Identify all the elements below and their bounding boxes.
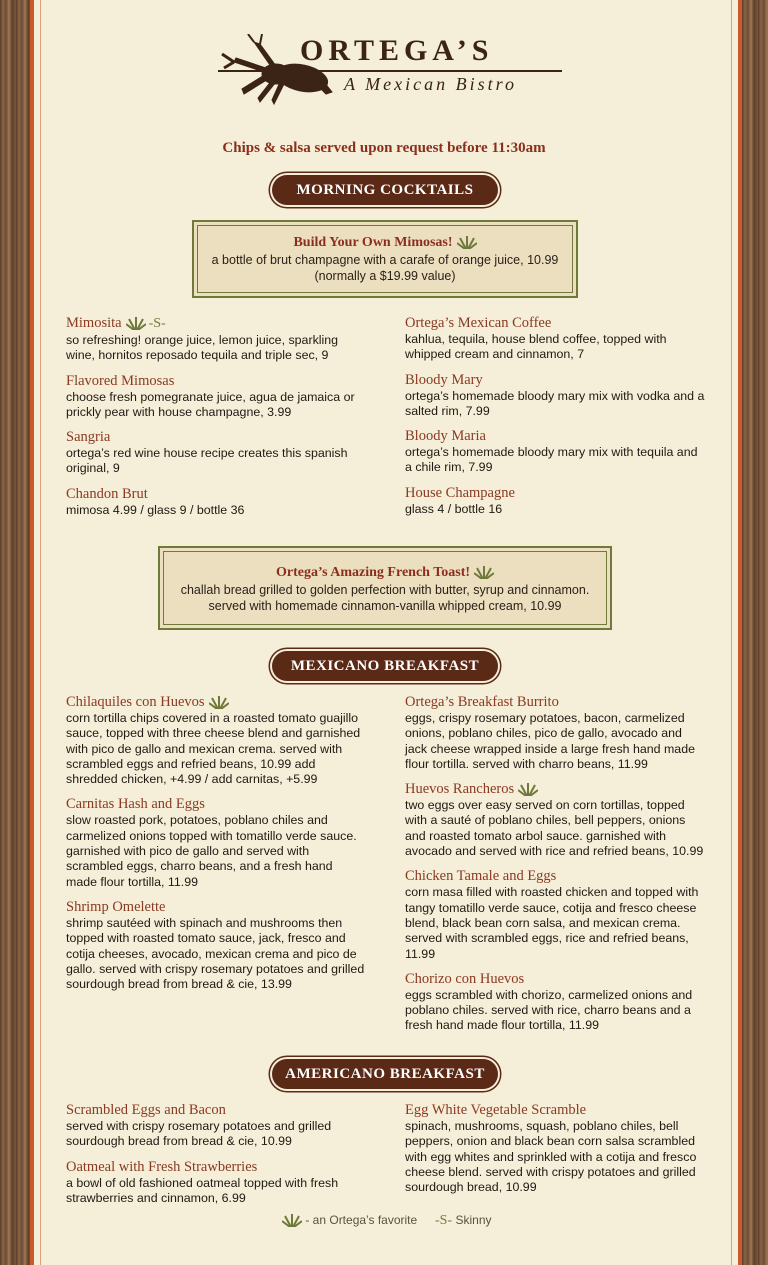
brand-tagline: A Mexican Bistro [344,74,517,94]
item-name: Huevos Rancheros [405,781,515,798]
item-name: Bloody Mary [405,371,483,388]
menu-item [66,1158,366,1207]
item-desc: shrimp sautéed with spinach and mushrooms then topped with roasted tomato sauce, jack, fresco and cotija cheeses, avocado, mexican crema and pico de gallo. served with crispy rosemary potatoes and grilled sourdough bread from bread & cie, 13.99 [66,915,365,992]
item-desc: mimosa 4.99 / glass 9 / bottle 36 [66,502,245,517]
item-desc: corn masa filled with roasted chicken and topped with tangy tomatillo verde sauce, cotija and fresco cheese blend, black bean corn salsa, and mexican crema. served with scrambled eggs, rice and refried beans, 11.99 [405,885,699,961]
item-name: Scrambled Eggs and Bacon [66,1102,226,1118]
item-desc: ortega’s red wine house recipe creates this spanish original, 9 [66,446,348,476]
menu-item [405,484,705,517]
americano-right-column [405,1101,705,1203]
item-desc: ortega’s homemade bloody mary mix with tequila and a chile rim, 7.99 [405,445,698,475]
cocktails-right-column [405,314,705,525]
french-toast-line1: challah bread grilled to golden perfection with butter, syrup and cinnamon. [180,583,590,597]
menu-item [405,314,705,363]
skinny-icon: -S- [148,316,166,331]
section-banner-morning: MORNING COCKTAILS [272,175,498,205]
americano-left-column [66,1101,366,1214]
menu-item [405,371,705,420]
item-desc: corn tortilla chips covered in a roasted tomato guajillo sauce, topped with three cheese blend and garnished with pico de gallo and mexican crema. served with scrambled eggs and refried beans, 10.99 add shredded chicken, +4.99 / add carnitas, +5.99 [66,711,361,787]
item-desc: kahlua, tequila, house blend coffee, topped with whipped cream and cinnamon, 7 [405,332,667,362]
mexicano-left-column [66,693,366,1000]
menu-item [405,1101,705,1195]
item-name: Ortega’s Breakfast Burrito [405,694,559,710]
menu-item [405,867,705,961]
item-name: Flavored Mimosas [66,372,175,389]
agave-icon [126,316,146,330]
skinny-icon: -S- [435,1213,453,1228]
menu-item [66,795,366,889]
item-name: Oatmeal with Fresh Strawberries [66,1158,258,1175]
logo-rule [218,70,562,72]
menu-item [66,314,366,364]
item-desc: spinach, mushrooms, squash, poblano chiles, bell peppers, onion and black bean corn salsa scrambled with egg whites and sprinkled with a cotija and fresco cheese blend. served with crispy potatoes and grilled sourdough bread, 10.99 [405,1119,697,1195]
item-name: Sangria [66,429,111,446]
agave-icon [282,1213,302,1227]
item-desc: eggs scrambled with chorizo, carmelized onions and poblano chiles. served with rice, charro beans and a fresh hand made flour tortilla, 11.99 [405,987,693,1033]
item-name: Carnitas Hash and Eggs [66,796,205,813]
agave-icon [474,565,494,579]
item-desc: ortega’s homemade bloody mary mix with vodka and a salted rim, 7.99 [405,388,705,418]
menu-item [66,485,366,518]
item-desc: two eggs over easy served on corn tortillas, topped with a sauté of poblano chiles, bell peppers, onions and roasted tomato arbol sauce. garnished with avocado and served with rice and refried beans, 10.99 [405,798,704,859]
agave-icon [518,782,538,796]
agave-icon [209,695,229,709]
chips-notice: Chips & salsa served upon request before 11:30am [222,140,546,156]
wood-border-right [742,0,768,1265]
mexicano-right-column [405,693,705,1042]
item-name: Chicken Tamale and Eggs [405,868,557,885]
section-banner-mexicano: MEXICANO BREAKFAST [272,651,498,681]
agave-icon [457,235,477,249]
item-desc: slow roasted pork, potatoes, poblano chiles and carmelized onions topped with tomatillo verde sauce. garnished with pico de gallo and served with scrambled eggs, charro beans, and a fresh hand made flour tortilla, 11.99 [66,813,357,889]
section-banner-americano: AMERICANO BREAKFAST [272,1059,498,1089]
item-desc: served with crispy rosemary potatoes and grilled sourdough bread from bread & cie, 10.99 [66,1119,332,1149]
legend-favorite-label: - an Ortega’s favorite [305,1213,418,1227]
french-toast-title: Ortega’s Amazing French Toast! [275,565,471,580]
item-name: House Champagne [405,484,515,501]
menu-item [66,1101,366,1150]
mimosa-promo-title: Build Your Own Mimosas! [293,235,453,250]
menu-item [405,970,705,1034]
legend-favorite [278,1213,417,1227]
item-name: Shrimp Omelette [66,898,166,915]
menu-item [405,427,705,476]
mimosa-promo-line2: (normally a $19.99 value) [314,269,456,283]
brand-name: ORTEGA’S [300,34,494,67]
item-desc: so refreshing! orange juice, lemon juice, sparkling wine, hornitos reposado tequila and triple sec, 9 [66,333,339,363]
legend-skinny-label: Skinny [455,1213,492,1227]
mimosa-promo-line1: a bottle of brut champagne with a carafe of orange juice, 10.99 [211,253,559,267]
menu-item [66,898,366,992]
french-toast-promo-box [158,546,612,630]
item-name: Ortega’s Mexican Coffee [405,315,552,331]
logo [214,34,584,106]
item-name: Mimosita [66,315,122,331]
legend-skinny [432,1213,492,1229]
menu-item [66,428,366,477]
mimosa-promo-box [192,220,578,298]
item-desc: a bowl of old fashioned oatmeal topped with fresh strawberries and cinnamon, 6.99 [66,1175,339,1205]
item-desc: glass 4 / bottle 16 [405,501,503,516]
menu-page [30,0,742,1265]
cocktails-left-column [66,314,366,526]
item-desc: eggs, crispy rosemary potatoes, bacon, carmelized onions, poblano chiles, pico de gallo, avocado and jack cheese wrapped inside a large fresh hand made flour tortilla. served with charro beans, 11.99 [405,711,695,771]
wood-border-left [0,0,30,1265]
item-name: Bloody Maria [405,428,486,445]
french-toast-line2: served with homemade cinnamon-vanilla whipped cream, 10.99 [208,599,562,613]
item-name: Chandon Brut [66,485,148,502]
item-name: Chilaquiles con Huevos [66,694,205,710]
menu-item [66,693,366,787]
item-desc: choose fresh pomegranate juice, agua de jamaica or prickly pear with house champagne, 3.99 [66,389,355,419]
item-name: Chorizo con Huevos [405,970,525,987]
menu-item [405,693,705,772]
menu-item [66,372,366,421]
item-name: Egg White Vegetable Scramble [405,1102,587,1118]
menu-item [405,780,705,859]
